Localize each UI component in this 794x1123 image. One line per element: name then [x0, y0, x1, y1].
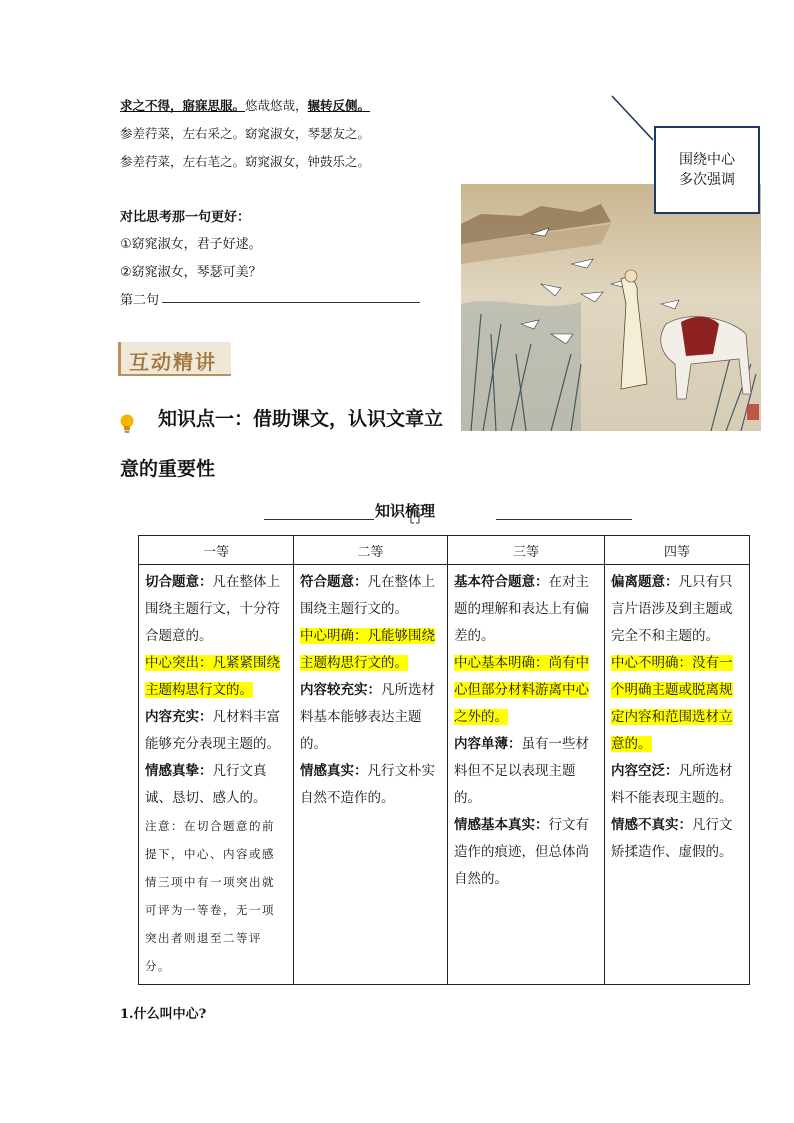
- poem-line-1a: 求之不得，寤寐思服。: [120, 98, 246, 113]
- highlighted-criterion: 中心突出：凡紧紧围绕主题构思行文的。: [145, 655, 280, 698]
- criterion-label: 符合题意：: [300, 574, 368, 590]
- poem-line-2: 参差荇菜，左右采之。窈窕淑女，琴瑟友之。: [120, 126, 371, 141]
- criterion-text: 在对主题的理解和表达上有偏差的。: [454, 574, 589, 644]
- criterion-label: 切合题意：: [145, 574, 213, 590]
- compare-title: 对比思考那一句更好：: [120, 210, 251, 225]
- poem-line-1b: 悠哉悠哉，: [245, 98, 308, 113]
- highlighted-criterion: 中心不明确：没有一个明确主题或脱离规定内容和范围选材立意的。: [611, 655, 733, 752]
- criterion-label: 内容较充实：: [300, 682, 381, 698]
- criterion-text: 虽有一些材料但不足以表现主题的。: [454, 736, 589, 806]
- question-1: 1.什么叫中心?: [120, 1007, 207, 1022]
- table-header-row: [139, 536, 750, 565]
- section-badge: [118, 342, 231, 376]
- header-grade-4: 四等: [605, 536, 750, 565]
- criterion-text: 行文有造作的痕迹，但总体尚自然的。: [454, 817, 589, 887]
- knowledge-point-line-2: 意的重要性: [120, 458, 216, 480]
- criterion-label: 基本符合题意：: [454, 574, 549, 590]
- callout-connector: [608, 94, 656, 144]
- compare-option-2: ②窈窕淑女，琴瑟可美？: [120, 265, 262, 280]
- highlighted-criterion: 中心明确：凡能够围绕主题构思行文的。: [300, 628, 435, 671]
- lightbulb-icon: [119, 413, 135, 435]
- badge-label: 互动精讲: [129, 350, 217, 374]
- criterion-label: 内容充实：: [145, 709, 213, 725]
- cell-grade-4: [605, 565, 750, 985]
- criterion-text: 凡行文朴实自然不造作的。: [300, 763, 435, 806]
- title-rule-left: [264, 519, 374, 520]
- grading-table: [138, 535, 750, 985]
- criterion-text: 凡行文真诚、恳切、感人的。: [145, 763, 267, 806]
- section-title: 知识梳理: [375, 502, 436, 520]
- cell-grade-2: [294, 565, 448, 985]
- compare-answer: [120, 289, 159, 308]
- criterion-text: 凡材料丰富能够充分表现主题的。: [145, 709, 280, 752]
- criterion-label: 情感真挚：: [145, 763, 213, 779]
- cell-grade-1: [139, 565, 294, 985]
- criterion-text: 凡在整体上围绕主题行文，十分符合题意的。: [145, 574, 280, 644]
- cursor-icon: [410, 511, 420, 525]
- criterion-label: 内容单薄：: [454, 736, 522, 752]
- poem-line-1: [120, 96, 370, 114]
- highlighted-criterion: 中心基本明确：尚有中心但部分材料游离中心之外的。: [454, 655, 589, 725]
- header-grade-2: 二等: [294, 536, 448, 565]
- grading-note: 注意：在切合题意的前提下，中心、内容或感情三项中有一项突出就可评为一等卷，无一项突出者则退至二等评分。: [145, 819, 275, 973]
- cell-grade-3: [448, 565, 605, 985]
- title-rule-right: [496, 519, 632, 520]
- poem-line-3: 参差荇菜，左右芼之。窈窕淑女，钟鼓乐之。: [120, 154, 371, 169]
- criterion-label: 内容空泛：: [611, 763, 679, 779]
- criterion-label: 情感基本真实：: [454, 817, 549, 833]
- compare-option-1: ①窈窕淑女，君子好逑。: [120, 237, 262, 252]
- poem-line-1c: 辗转反侧。: [307, 98, 371, 113]
- header-grade-1: 一等: [139, 536, 294, 565]
- table-row: [139, 565, 750, 985]
- criterion-text: 凡所选材料基本能够表达主题的。: [300, 682, 435, 752]
- criterion-text: 凡在整体上围绕主题行文的。: [300, 574, 435, 617]
- callout-line-2: 多次强调: [679, 172, 735, 188]
- criterion-label: 偏离题意：: [611, 574, 679, 590]
- knowledge-point-line-1: 知识点一：借助课文，认识文章立: [158, 408, 444, 430]
- criterion-text: 凡行文矫揉造作、虚假的。: [611, 817, 733, 860]
- painting-image: [461, 184, 761, 431]
- callout-line-1: 围绕中心: [679, 152, 735, 168]
- header-grade-3: 三等: [448, 536, 605, 565]
- criterion-text: 凡只有只言片语涉及到主题或完全不和主题的。: [611, 574, 733, 644]
- answer-underline: [162, 302, 420, 303]
- criterion-label: 情感不真实：: [611, 817, 692, 833]
- criterion-text: 凡所选材料不能表现主题的。: [611, 763, 733, 806]
- compare-answer-label: 第二句: [120, 293, 160, 308]
- callout-box: [654, 126, 760, 214]
- criterion-label: 情感真实：: [300, 763, 368, 779]
